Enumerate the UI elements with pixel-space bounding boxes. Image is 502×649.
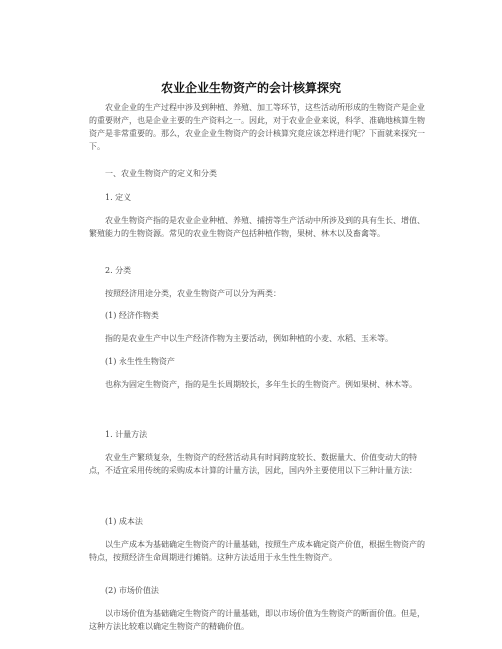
- class-heading-economic-crops: (1) 经济作物类: [105, 311, 159, 320]
- measurement-methods-paragraph: 农业生产繁琐复杂，生物资产的经营活动具有时间跨度较长、数据量大、价值变动大的特点，不适宜采用传统的采购成本计算的计量方法，因此，国内外主要使用以下三种计量方法：: [89, 453, 417, 475]
- market-value-method-paragraph: 以市场价值为基础确定生物资产的计量基础，即以市场价值为生物资产的断面价值。但是，这种方法比较难以确定生物资产的精确价值。: [89, 609, 425, 631]
- document-title: 农业企业生物资产的会计核算探究: [160, 81, 341, 95]
- classification-paragraph: 按照经济用途分类，农业生物资产可以分为两类：: [105, 289, 281, 298]
- method-heading-market-value: (2) 市场价值法: [105, 586, 159, 595]
- subheading-definition: 1. 定义: [105, 193, 132, 202]
- class-heading-perennial-assets: (1) 永生性生物资产: [105, 357, 175, 366]
- cost-method-paragraph: 以生产成本为基础确定生物资产的计量基础，按照生产成本确定资产价值，根据生物资产的特点，按照经济生命周期进行摊销。这种方法适用于永生性生物资产。: [89, 540, 425, 562]
- method-heading-cost: (1) 成本法: [105, 517, 143, 526]
- intro-paragraph: 农业企业的生产过程中涉及到种植、养殖、加工等环节，这些活动所形成的生物资产是企业的重要财产，也是企业主要的生产资料之一。因此，对于农业企业来说，科学、准确地核算生物资产是非常重要的。那么，农业企业生物资产的会计核算究竟应该怎样进行呢？下面就来探究一下。: [89, 103, 425, 151]
- perennial-assets-paragraph: 也称为固定生物资产，指的是生长周期较长，多年生长的生物资产。例如果树、林木等。: [105, 380, 417, 389]
- economic-crops-paragraph: 指的是农业生产中以生产经济作物为主要活动，例如种植的小麦、水稻、玉米等。: [105, 334, 393, 343]
- definition-paragraph: 农业生物资产指的是农业企业种植、养殖、捕捞等生产活动中所涉及到的具有生长、增值、繁殖能力的生物资源。常见的农业生物资产包括种植作物，果树、林木以及畜禽等。: [89, 216, 425, 238]
- subheading-classification: 2. 分类: [105, 266, 132, 275]
- section-heading-definition-classification: 一、农业生物资产的定义和分类: [105, 169, 217, 178]
- subheading-measurement-methods: 1. 计量方法: [105, 430, 148, 439]
